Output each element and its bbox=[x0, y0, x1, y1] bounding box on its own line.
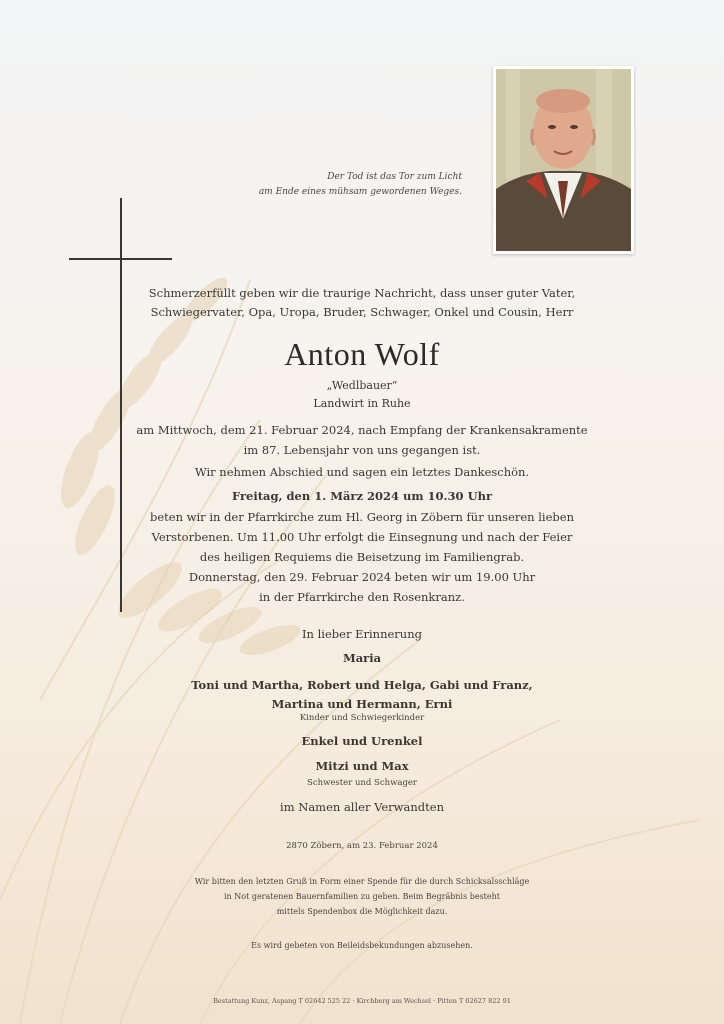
children-line-1: Toni und Martha, Robert und Helga, Gabi und Franz, bbox=[191, 678, 533, 692]
siblings-caption: Schwester und Schwager bbox=[307, 778, 417, 788]
cross-horizontal-bar bbox=[69, 258, 172, 260]
donation-line-1: Wir bitten den letzten Gruß in Form einer Spende für die durch Schicksalsschläge bbox=[194, 877, 530, 886]
mourner-siblings: Mitzi und Max bbox=[315, 759, 409, 773]
rosary-line-1: Donnerstag, den 29. Februar 2024 beten wir um 19.00 Uhr bbox=[188, 570, 536, 584]
motto-line-1: Der Tod ist das Tor zum Licht bbox=[327, 172, 462, 182]
mourners-heading: In lieber Erinnerung bbox=[302, 627, 422, 641]
donation-line-3: mittels Spendenbox die Möglichkeit dazu. bbox=[276, 907, 448, 916]
funeral-date: Freitag, den 1. März 2024 um 10.30 Uhr bbox=[231, 489, 493, 503]
mourner-children bbox=[0, 676, 724, 714]
donation-line-2: in Not geratenen Bauernfamilien zu geben. Beim Begräbnis besteht bbox=[224, 892, 500, 901]
intro-line-2: Schwiegervater, Opa, Uropa, Bruder, Schwager, Onkel und Cousin, Herr bbox=[150, 305, 574, 319]
undertaker-footer: Bestattung Kunz, Aspang T 02642 525 22 · Kirchberg am Wechsel · Pitten T 02627 822 91 bbox=[213, 997, 511, 1005]
intro-line-1: Schmerzerfüllt geben wir die traurige Nachricht, dass unser guter Vater, bbox=[148, 286, 576, 300]
motto-quote bbox=[202, 170, 462, 200]
portrait-photo bbox=[493, 66, 634, 254]
children-caption: Kinder und Schwiegerkinder bbox=[299, 713, 425, 723]
death-notice bbox=[0, 420, 724, 460]
deceased-occupation: Landwirt in Ruhe bbox=[313, 397, 411, 410]
relatives-line: im Namen aller Verwandten bbox=[280, 800, 444, 814]
intro-text bbox=[0, 284, 724, 322]
farewell-line: Wir nehmen Abschied und sagen ein letztes Dankeschön. bbox=[194, 465, 530, 479]
funeral-line-2: Verstorbenen. Um 11.00 Uhr erfolgt die Einsegnung und nach der Feier bbox=[151, 530, 573, 544]
mourner-grandchildren: Enkel und Urenkel bbox=[301, 734, 423, 748]
death-notice-line-1: am Mittwoch, dem 21. Februar 2024, nach Empfang der Krankensakramente bbox=[136, 423, 588, 437]
funeral-line-1: beten wir in der Pfarrkirche zum Hl. Georg in Zöbern für unseren lieben bbox=[150, 510, 574, 524]
deceased-nickname: „Wedlbauer“ bbox=[326, 379, 398, 392]
motto-line-2: am Ende eines mühsam gewordenen Weges. bbox=[258, 187, 462, 197]
portrait-image bbox=[496, 69, 631, 251]
condolence-note: Es wird gebeten von Beileidsbekundungen abzusehen. bbox=[251, 941, 473, 950]
funeral-line-3: des heiligen Requiems die Beisetzung im Familiengrab. bbox=[199, 550, 525, 564]
place-date: 2870 Zöbern, am 23. Februar 2024 bbox=[286, 841, 438, 851]
funeral-details bbox=[0, 507, 724, 607]
children-line-2: Martina und Hermann, Erni bbox=[271, 697, 453, 711]
rosary-line-2: in der Pfarrkirche den Rosenkranz. bbox=[259, 590, 465, 604]
mourner-spouse: Maria bbox=[342, 651, 382, 665]
deceased-name: Anton Wolf bbox=[284, 336, 440, 372]
death-notice-line-2: im 87. Lebensjahr von uns gegangen ist. bbox=[243, 443, 481, 457]
donation-request bbox=[0, 874, 724, 919]
